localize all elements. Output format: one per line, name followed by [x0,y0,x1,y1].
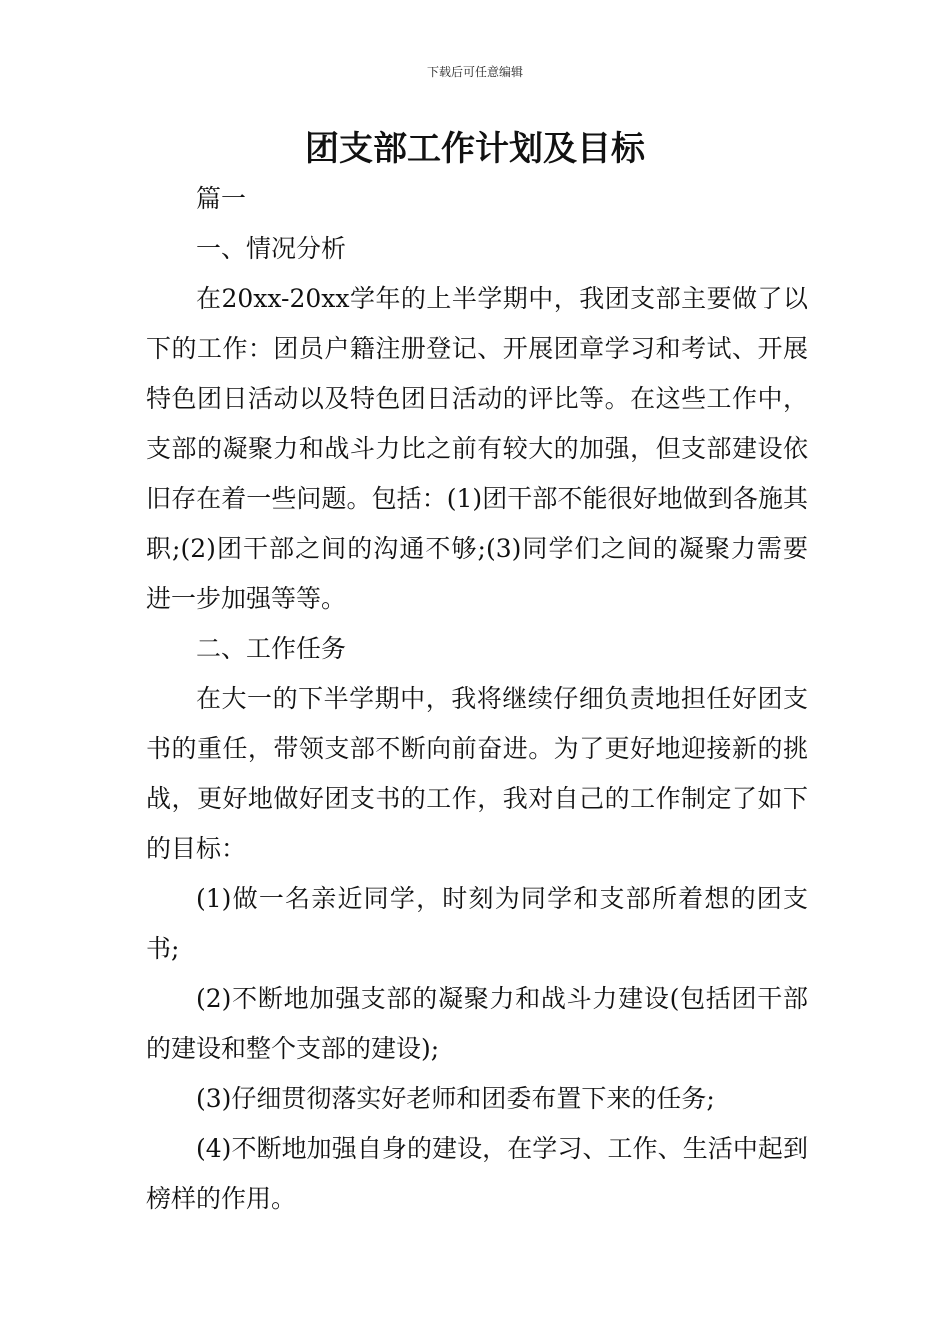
paragraph-situation: 在20xx-20xx学年的上半学期中，我团支部主要做了以下的工作：团员户籍注册登记、开展团章学习和考试、开展特色团日活动以及特色团日活动的评比等。在这些工作中，支部的凝聚力和战斗力比之前有较大的加强，但支部建设依旧存在着一些问题。包括：(1)团干部不能很好地做到各施其职;(2)团干部之间的沟通不够;(3)同学们之间的凝聚力需要进一步加强等等。 [146,284,808,613]
goal-item-1: (1)做一名亲近同学，时刻为同学和支部所着想的团支书; [146,884,808,963]
goal-item-3: (3)仔细贯彻落实好老师和团委布置下来的任务; [196,1084,715,1113]
paragraph-tasks-intro: 在大一的下半学期中，我将继续仔细负责地担任好团支书的重任，带领支部不断向前奋进。为了更好地迎接新的挑战，更好地做好团支书的工作，我对自己的工作制定了如下的目标： [146,684,808,863]
document-title: 团支部工作计划及目标 [305,129,645,169]
section-label: 篇一 [196,184,247,213]
goal-item-2: (2)不断地加强支部的凝聚力和战斗力建设(包括团干部的建设和整个支部的建设); [146,984,808,1063]
document-body [146,174,808,1224]
goal-item-4: (4)不断地加强自身的建设，在学习、工作、生活中起到榜样的作用。 [146,1134,808,1213]
heading-work-tasks: 二、工作任务 [196,634,347,663]
header-note: 下载后可任意编辑 [426,65,523,79]
heading-situation-analysis: 一、情况分析 [196,234,347,263]
